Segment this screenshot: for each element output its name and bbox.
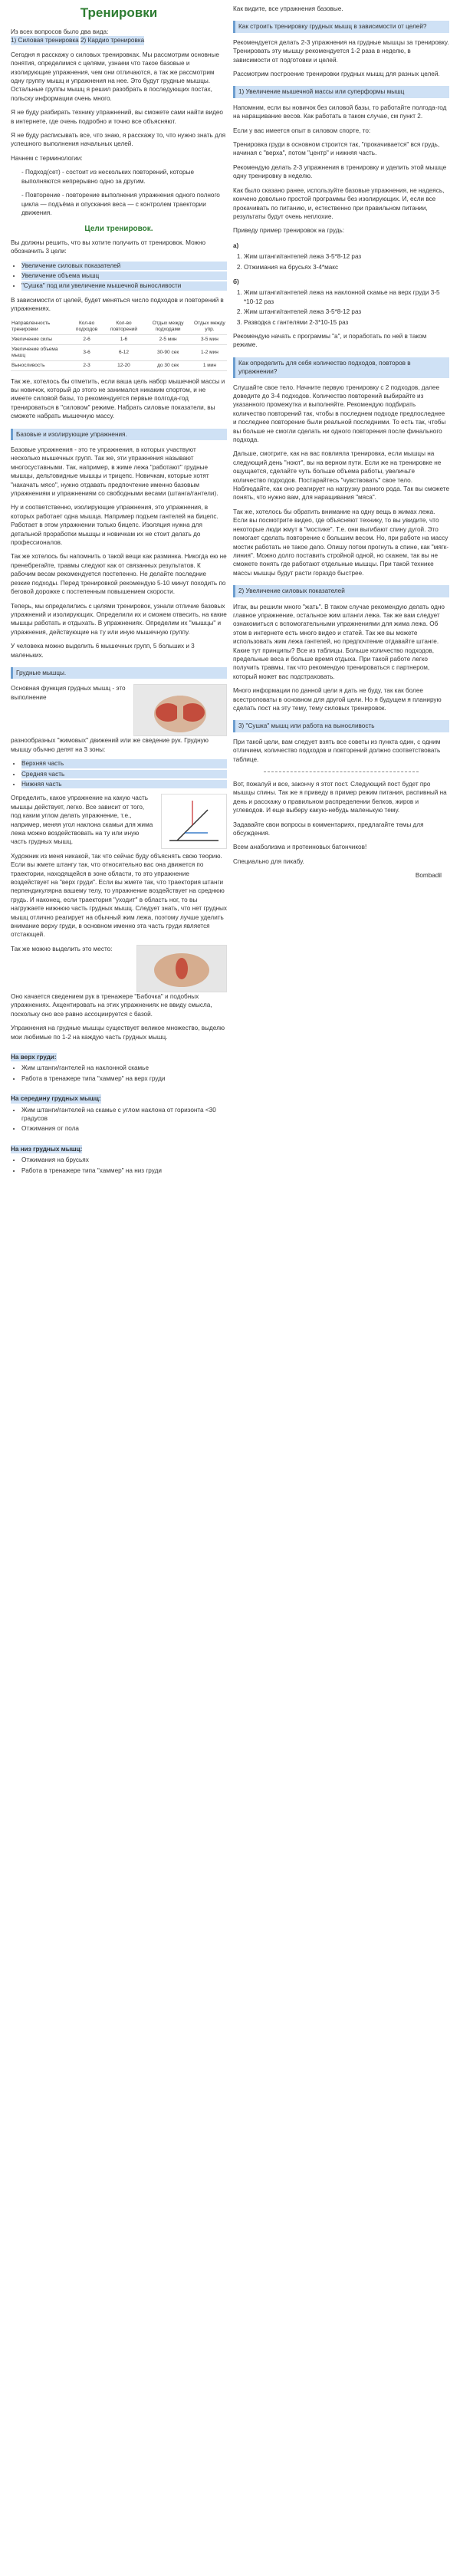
table-header: Отдых между упр. — [192, 319, 227, 335]
chest-muscle-illustration — [134, 685, 226, 735]
table-cell: Выносливость — [11, 360, 70, 370]
list-item: 2. Жим штанги/гантелей лежа 3-5*8-12 раз — [244, 308, 449, 316]
angle-block — [11, 794, 227, 851]
list-item: • Увеличение силовых показателей — [21, 262, 227, 270]
paragraph: Основная функция грудных мышц - это выполнение — [11, 685, 126, 701]
paragraph: Сегодня я расскажу о силовых тренировках. Мы рассмотрим основные понятия, определимся с целями, узнаем что такое базовые и изолирующие упражнения, чем они отличаются, а так же рассмотрим одну группу мышц и упражнения на нее. Это будут грудные мышцы. Остальные группы мышц я решил разобрать в последующих постах, польску информации очень много. — [11, 51, 219, 102]
paragraph: Так же, хотелось бы отметить, если ваша цель набор мышечной массы и вы новичок, который до этого не занимался никаким спортом, и не имеете силовой базы, то рекомендуется первые полгода-год тренироваться в "силовом" режиме. Набрать силовые показатели, вы сможете набрать мышечную массу. — [11, 377, 225, 420]
paragraph: Слушайте свое тело. Начните первую тренировку с 2 подходов, далее доведите до 3-4 подходов. Количество повторений выбирайте из указанного промежутка и выполняйте. Рекомендую подбирать количество повторений так, чтобы в последнем подходе предпоследнее и последнее повторение были реальной последними. То есть так, чтобы вы больше не смогли сделать ни одного повторения после финального подхода. — [233, 383, 446, 444]
paragraph: Теперь, мы определились с целями тренировок, узнали отличие базовых упражнений и изолирующих. Определили их и сможем отвесить, на какие мышцы работать и отдыхать. В упражнениях. Определим их "мышцы" и упражнения, действующие на ту или иную мышечную группу. — [11, 602, 227, 636]
program-a-list — [233, 252, 449, 271]
middle-chest-heading: На середину грудных мышц: — [11, 1095, 101, 1103]
intro-line: 2) Кардио тренировка — [80, 37, 145, 44]
table-cell: 1-2 мин — [192, 344, 227, 360]
list-item: • Нижняя часть — [21, 780, 227, 788]
paragraph: Как видите, все упражнения базовые. — [233, 5, 343, 12]
paragraph: Рекомендую делать 2-3 упражнения в тренировку и уделить этой мышце одну тренировку в неделю. — [233, 163, 447, 180]
paragraph: Если у вас имеется опыт в силовом спорте, то: — [233, 127, 371, 134]
paragraph: Ну и соответственно, изолирующие упражнения, это упражнения, в которых работает одна мышца. Например подъем гантелей на бицепс. Работает в этом упражнении только бицепс. Изоляция нужна для детальной проработки мышцы и новичкам их не стоит делать до профессионалов. — [11, 504, 219, 547]
question-heading: 2) Увеличение силовых показателей — [233, 585, 449, 597]
table-cell: 1 мин — [192, 360, 227, 370]
list-item: 3. Разводка с гантелями 2-3*10-15 раз — [244, 318, 449, 327]
paragraph: Всем анаболизма и протеиновых батончиков! — [233, 844, 367, 851]
paragraph: Итак, вы решили много "жать". В таком случае рекомендую делать одно главное упражнение, остальное жим штанги лежа. Так же вам следует ознакомиться с вспомогательными упражнениями для жима лежа. Об этом в интернете есть много видео и статей. Так же вы можете использовать жим лежа гантелей, но предпочтение отдавайте штанге. Какие тут принципы? Все из таблицы. Больше количество подходов, предельные веса и больше время отдыха. При такой работе легко получить травмы, так что рекомендую тренироваться с партнером, который может вас подстраховать. — [233, 603, 445, 680]
bench-angle-diagram — [162, 795, 226, 848]
list-item: • Работа в тренажере типа "хаммер" на низ груди — [21, 1166, 227, 1175]
table-cell: 12-20 — [104, 360, 144, 370]
paragraph: При такой цели, вам следует взять все советы из пункта один, с одним отличием, количество подходов и повторений должно соответствовать таблице. — [233, 738, 441, 763]
table-cell: 6-12 — [104, 344, 144, 360]
list-item: • Отжимания на брусьях — [21, 1156, 227, 1164]
table-cell: 3-5 мин — [192, 334, 227, 344]
term-repetition: - Повторение - повторение выполнения упражнения одного полного цикла — подъёма и опускания веса — с контролем траектории движения. — [21, 192, 220, 216]
table-header: Кол-во повторений — [104, 319, 144, 335]
intro-line: 1) Силовая тренировка — [11, 37, 79, 44]
lower-chest-list — [11, 1156, 227, 1175]
table-cell: 30-90 сек — [143, 344, 192, 360]
left-column — [11, 0, 227, 1180]
section-heading-chest: Грудные мышцы. — [11, 667, 227, 679]
table-row — [11, 360, 227, 370]
list-item: 1. Жим штанги/гантелей лежа на наклонной скамье на верх груди 3-5 *10-12 раз — [244, 288, 449, 306]
table-cell: 2-3 — [70, 360, 104, 370]
table-cell: Увеличение объема мышц — [11, 344, 70, 360]
paragraph: Специально для пикабу. — [233, 857, 304, 865]
term-set: - Подход(сет) - состоит из нескольких повторений, которые выполняются непрерывно одно за другим. — [21, 169, 195, 185]
question-heading: Как определить для себя количество подходов, повторов в упражнении? — [233, 357, 449, 378]
table-cell: 3-6 — [70, 344, 104, 360]
chest-intro-block — [11, 684, 227, 736]
intro-line: Из всех вопросов было два вида: — [11, 28, 109, 35]
list-item: • Жим штанги/гантелей на скамье с углом наклона от горизонта <30 градусов — [21, 1106, 227, 1124]
table-header: Отдых между подходами — [143, 319, 192, 335]
paragraph: Приведу пример тренировок на грудь: — [233, 227, 345, 235]
page-title: Тренировки — [80, 5, 158, 20]
list-item: 1. Жим штанги/гантелей лежа 3-5*8-12 раз — [244, 252, 449, 261]
paragraph: Дальше, смотрите, как на вас повлияла тренировка, если мышцы на следующий день "ноют", вы на верном пути. Если же на тренировке не ощущается, сделайте чуть больше объема работы, увеличьте количество подходов. Постарайтесь "чувствовать" свое тело. Наблюдайте, как оно реагирует на нагрузку разного рода. Так вы сможете понять, что нужно вам, для наращивания "мяса". — [233, 450, 450, 502]
paragraph: Базовые упражнения - это те упражнения, в которых участвуют несколько мышечных групп. Так же, эти упражнения называют многосуставными. Так, например, в жиме лежа "работают" грудные мышцы, дельтовидные мышцы и трицепс. Новичкам, которые хотят "накачать мясо", нужно отдавать предпочтение именно базовым упражнениям и упражнениям со свободными весами (штанга/гантели). — [11, 446, 219, 498]
question-heading: 1) Увеличение мышечной массы или суперформы мышц — [233, 86, 449, 97]
upper-chest-list — [11, 1064, 227, 1083]
program-a-heading: а) — [233, 242, 239, 249]
inner-chest-block — [11, 945, 227, 992]
table-header: Кол-во подходов — [70, 319, 104, 335]
goals-heading: Цели тренировок. — [84, 225, 153, 234]
list-item: • Верхняя часть — [21, 759, 227, 768]
chest-intro-text — [11, 684, 129, 707]
table-row — [11, 334, 227, 344]
chest-zones-list — [11, 759, 227, 788]
paragraph: Я не буду разбирать технику упражнений, вы сможете сами найти видео в интернете, где очень подробно и точно все объясняют. — [11, 109, 223, 125]
upper-chest-heading: На верх груди: — [11, 1053, 57, 1061]
middle-chest-list — [11, 1106, 227, 1133]
bench-angle-image — [161, 794, 227, 849]
paragraph: В зависимости от целей, будет меняться число подходов и повторений в упражнениях. — [11, 296, 224, 313]
paragraph: Я не буду расписывать все, что знаю, я расскажу то, что нужно знать для успешного выполнения начальных целей. — [11, 132, 226, 148]
paragraph: Так же, хотелось бы обратить внимание на одну вещь в жимах лежа. Если вы посмотрите видео, где объясняют технику, то вы увидите, что некоторые люди жмут в "мостике". Т.е. они выгибают спину дугой. Это помогает сделать повторение с большим весом. Но, при работе на массу мостик работать не такое дело. Опишу потом прогнуть в спине, как "мягк-линия". Можно долго поставить стройной одной, но скажем, так вы не сможете понять где работают отдельные мышцы. При такой технике массы мышцы будут расти гораздо быстрее. — [233, 508, 449, 577]
goals-list — [11, 262, 227, 291]
question-heading: Как строить тренировку грудных мышц в зависимости от целей? — [233, 21, 449, 32]
table-cell: 2-6 — [70, 334, 104, 344]
paragraph: Напомним, если вы новичок без силовой базы, то работайте полгода-год на наращивание весов. Как работать в таком случае, см пункт 2. — [233, 104, 447, 120]
table-cell: 1-6 — [104, 334, 144, 344]
paragraph: Определить, какое упражнение на какую часть мышцы действует, легко. Все зависит от того, под каким углом делать упражнение, т.е., например, меняя угол наклона скамьи для жима лежа можно воздействовать на ту или иную часть грудных мышц. — [11, 795, 153, 846]
paragraph: Оно качается сведением рук в тренажере "Бабочка" и подобных упражнениях. Акцентировать на этих упражнениях не ввиду смысла, поскольку оно все равно ассоциируется с базой. — [11, 992, 212, 1018]
paragraph: Рассмотрим построение тренировки грудных мышц для разных целей. — [233, 71, 440, 78]
terms-intro: Начнем с терминологии: — [11, 154, 83, 162]
intro — [11, 28, 227, 45]
signature: Bombadil — [415, 872, 442, 880]
paragraph: Как было сказано ранее, используйте базовые упражнения, не надеясь, кончено довольно простой программы без изолирующих. И, если все прокачивать по питанию, и, естественно при правильном питании, результаты будут очень неплохие. — [233, 186, 445, 220]
list-item: • Работа в тренажере типа "хаммер" на верх груди — [21, 1074, 227, 1083]
right-column — [233, 0, 449, 880]
training-table — [11, 319, 227, 371]
table-header: Направленность тренировки — [11, 319, 70, 335]
inner-chest-image — [136, 945, 227, 992]
list-item: • Средняя часть — [21, 770, 227, 778]
paragraph: Много информации по данной цели я дать не буду, так как более всестроповаты в основном для другой цели. Но я будущем я планирую сделать пост на эту тему, тему силовых тренировок. — [233, 687, 442, 712]
chest-muscle-image — [133, 684, 227, 736]
paragraph: Вот, пожалуй и все, закончу я этот пост. Следующий пост будет про мышцы спины. Так же я приведу в пример режим питания, распивный на день и расскажу о правильном распределении белков, жиров и углеводов. И еще выберу какую-небудь маленькую тему. — [233, 781, 447, 814]
list-item: • Отжимания от пола — [21, 1124, 227, 1133]
paragraph: Рекомендуется делать 2-3 упражнения на грудные мышцы за тренировку. Тренировать эту мышцу рекомендуется 1-2 раза в неделю, в зависимости от подготовки и целей. — [233, 38, 449, 64]
table-cell: Увеличение силы — [11, 334, 70, 344]
table-cell: 2-5 мин — [143, 334, 192, 344]
section-heading-exercise-types: Базовые и изолирующие упражнения. — [11, 429, 227, 440]
inner-chest-illustration — [137, 946, 226, 992]
paragraph: разнообразных "жимовых" движений или же сведение рук. Грудную мышцу обычно делят на 3 зоны: — [11, 737, 209, 753]
paragraph: Рекомендую начать с программы "а", и поработать по ней в таком режиме. — [233, 332, 427, 349]
paragraph: Вы должны решить, что вы хотите получить от тренировок. Можно обозначить 3 цели: — [11, 239, 206, 255]
paragraph: Так же можно выделить это место: — [11, 945, 113, 952]
list-item: 2. Отжимания на брусьях 3-4*макс — [244, 263, 449, 271]
paragraph: Так же хотелось бы напомнить о такой вещи как разминка. Никогда ею не пренебрегайте, травмы следуют как от связанных результатов. К рабочим весам рекомендуется постепенно. Не делайте последние резкие подходы. Перед тренировкой рекомендую 5-10 минут походить по беговой дорожке с постепенным повышением скорости. — [11, 553, 227, 596]
list-item: • Жим штанги/гантелей на наклонной скамье — [21, 1064, 227, 1072]
program-b-list — [233, 288, 449, 327]
paragraph: Художник из меня никакой, так что сейчас буду объяснять свою теорию. Если вы жмете штангу так, что относительно вас она движется по траектории, находящейся в зоне области, то это упражнение воздействует на "верх груди". Если вы жмете так, что траектория штанги перпендикулярна вашему телу, то упражнение воздействует на среднюю грудь. И наконец, если траектория "уходит" в область ног, то вы нагружаете нижнюю часть грудных мышц. Следует знать, что нет грудных мышц отлично реагирует на обычный жим лежа, поэтому лучше уделить внимание верху груди, в основном именно эта часть груди является отстающей. — [11, 852, 227, 939]
lower-chest-heading: На низ грудных мышц: — [11, 1145, 83, 1153]
paragraph: У человека можно выделить 6 мышечных групп, 5 больших и 3 маленьких. — [11, 643, 195, 659]
question-heading: 3) "Сушка" мышц или работа на выносливость — [233, 720, 449, 732]
divider — [264, 771, 419, 772]
paragraph: Упражнения на грудные мышцы существует великое множество, выделю мои любимые по 1-2 на каждую часть грудных мышц. — [11, 1025, 225, 1041]
table-cell: до 30 сек — [143, 360, 192, 370]
program-b-heading: б) — [233, 278, 239, 285]
list-item: • Увеличение объема мышц — [21, 271, 227, 280]
list-item: • "Сушка" под или увеличение мышечной выносливости — [21, 281, 227, 290]
table-header-row — [11, 319, 227, 335]
table-row — [11, 344, 227, 360]
paragraph: Тренировка груди в основном строится так, "прокачивается" вся грудь, начиная с "верха", потом "центр" и нижняя часть. — [233, 141, 440, 157]
paragraph: Задавайте свои вопросы в комментариях, предлагайте темы для обсуждения. — [233, 821, 424, 837]
